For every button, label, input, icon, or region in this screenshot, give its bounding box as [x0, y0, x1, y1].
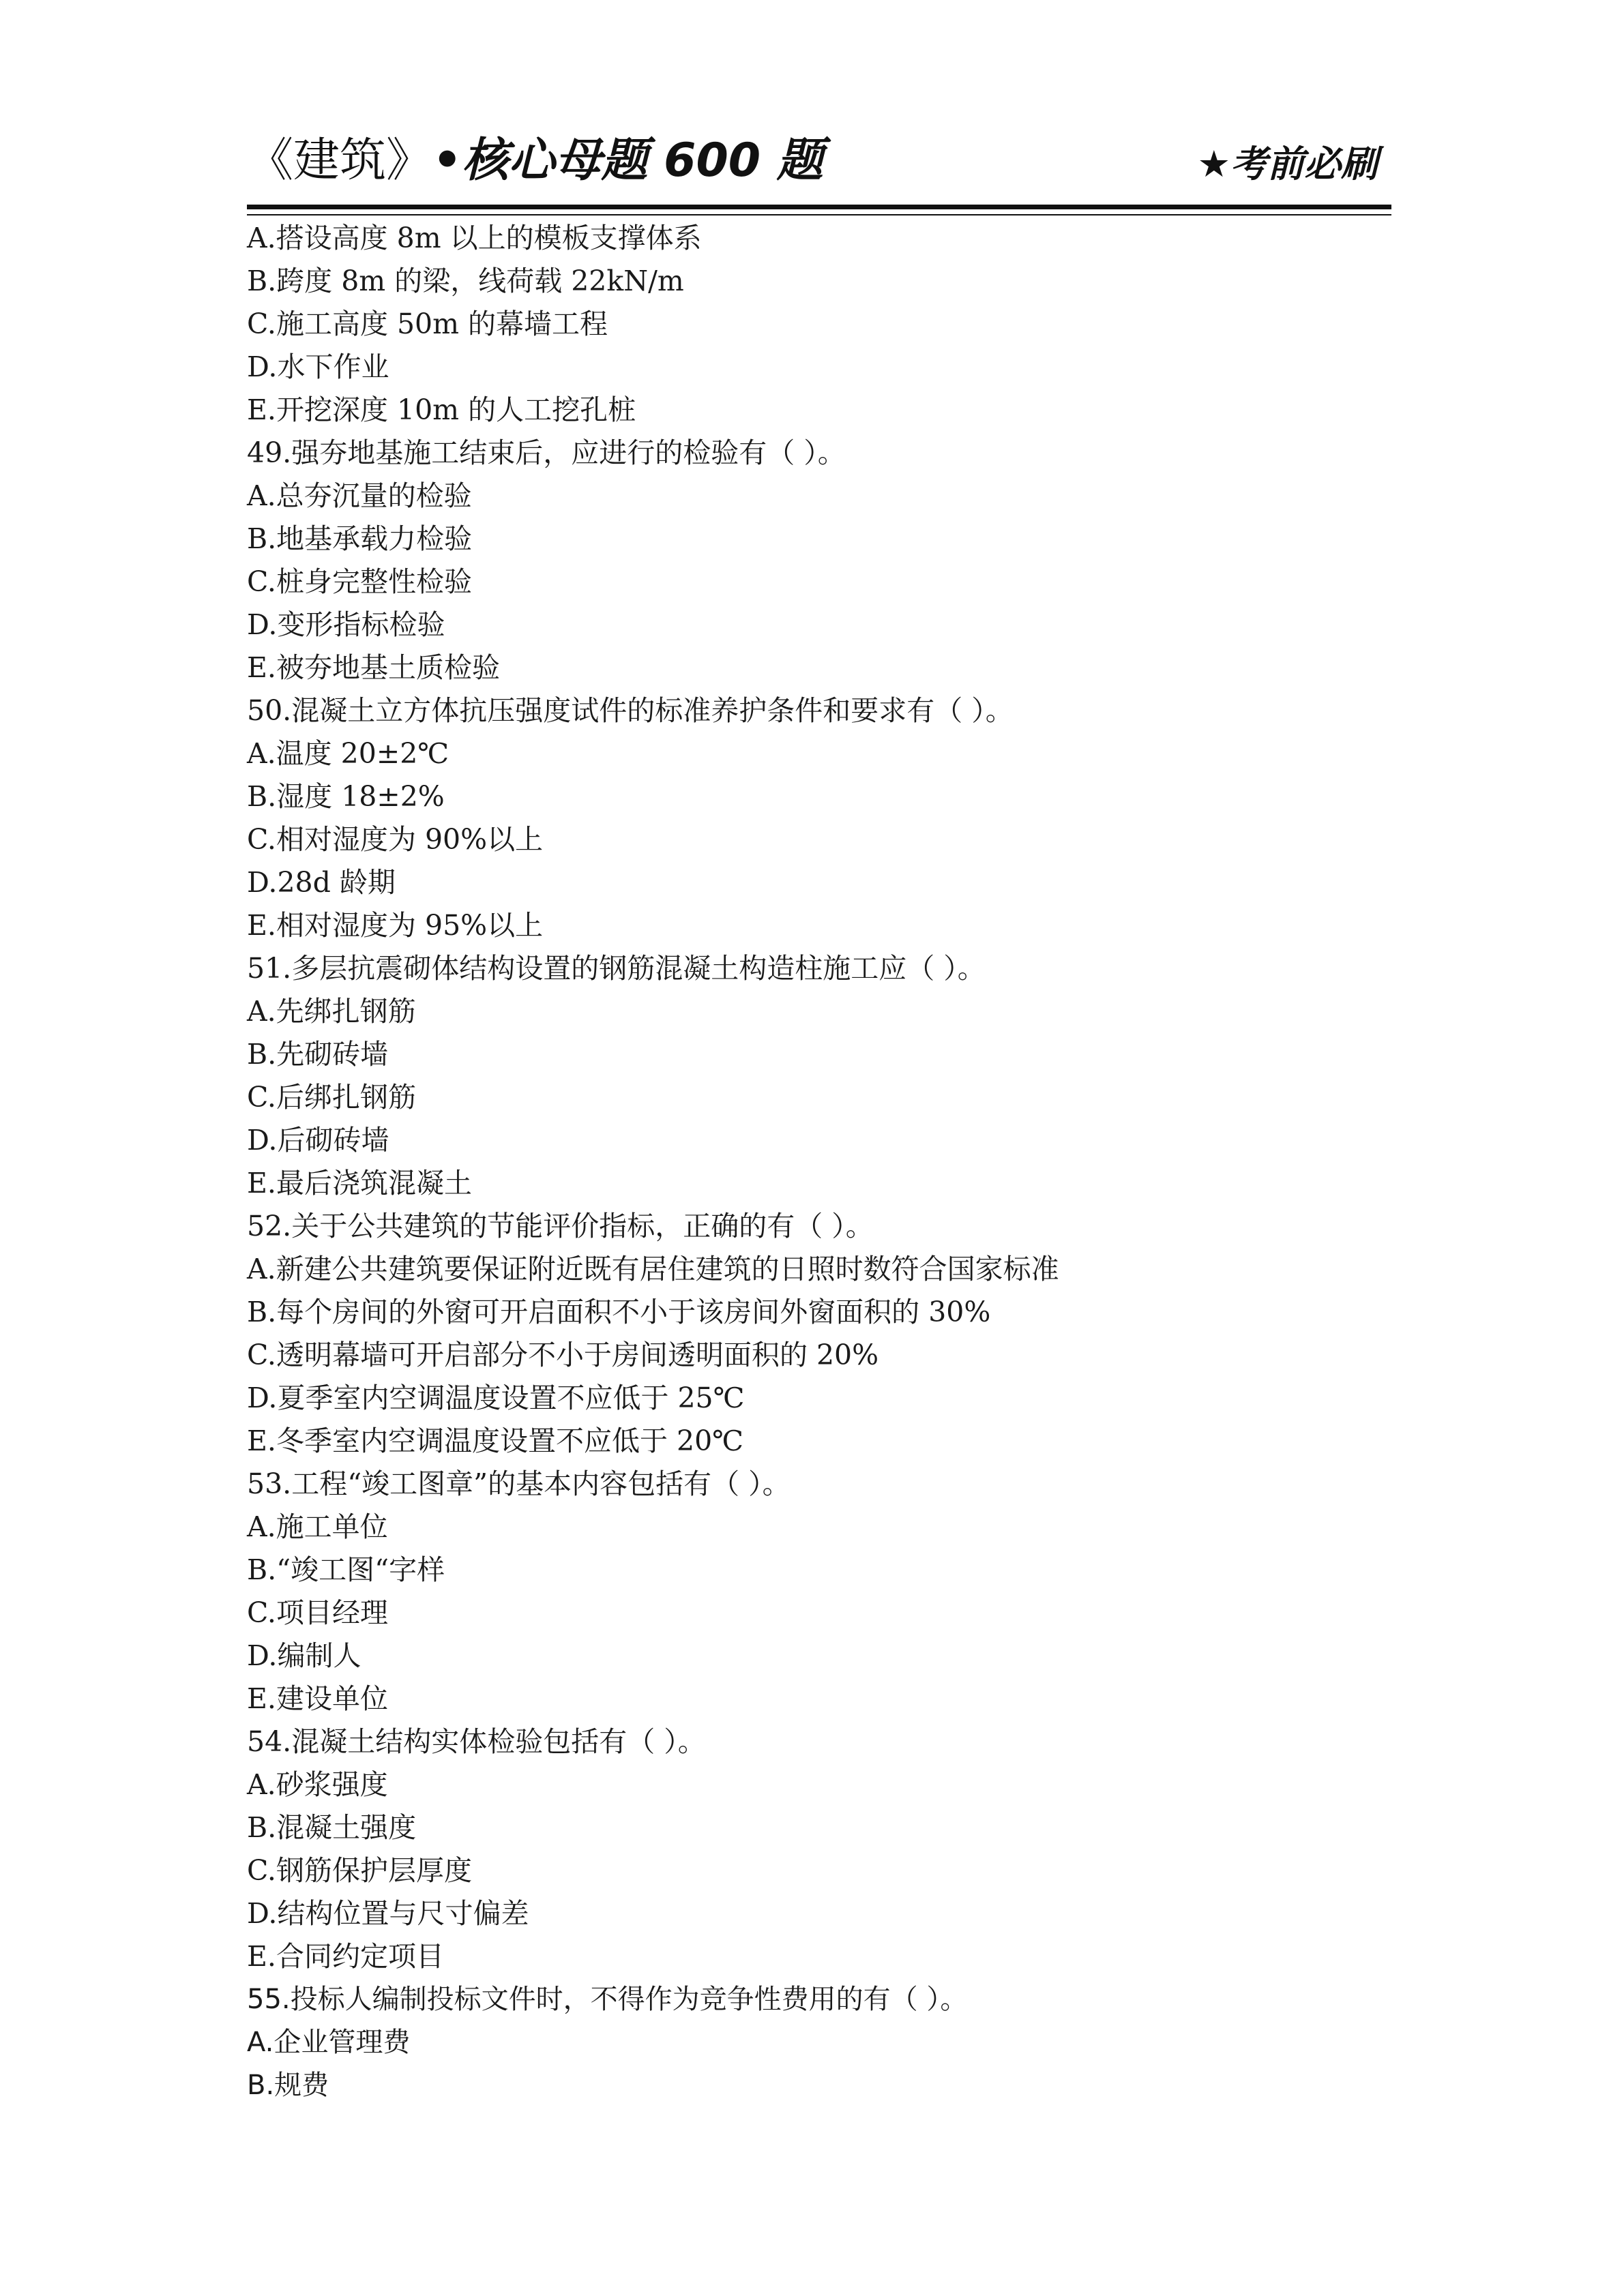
page-header: [247, 127, 1391, 203]
header-tag: ★考前必刷: [1197, 143, 1378, 185]
option-line: B.地基承载力检验: [247, 522, 473, 555]
option-line: A.温度 20±2℃: [247, 737, 449, 770]
option-line: E.建设单位: [247, 1682, 388, 1715]
option-line: B.湿度 18±2%: [247, 780, 445, 813]
question-49: 49.强夯地基施工结束后，应进行的检验有（ ）。: [247, 436, 846, 469]
header-title-dot: •: [432, 134, 462, 188]
option-line: C.项目经理: [247, 1596, 388, 1629]
option-line: D.结构位置与尺寸偏差: [247, 1897, 529, 1930]
option-line: A.砂浆强度: [247, 1768, 388, 1801]
option-line: D.后砌砖墙: [247, 1124, 389, 1157]
option-line: E.被夯地基土质检验: [247, 651, 500, 684]
question-50: 50.混凝土立方体抗压强度试件的标准养护条件和要求有（ ）。: [247, 694, 1014, 727]
question-content: [247, 217, 1391, 2107]
option-line: E.合同约定项目: [247, 1940, 444, 1973]
option-line: E.冬季室内空调温度设置不应低于 20℃: [247, 1425, 744, 1457]
option-line: C.后绑扎钢筋: [247, 1081, 416, 1114]
option-line: D.28d 龄期: [247, 866, 396, 899]
option-line: B.“竣工图“字样: [247, 1553, 445, 1586]
option-line: B.跨度 8m 的梁，线荷载 22kN/m: [247, 265, 684, 297]
option-line: E.相对湿度为 95%以上: [247, 909, 544, 942]
option-line: D.变形指标检验: [247, 608, 445, 641]
option-line: A.新建公共建筑要保证附近既有居住建筑的日照时数符合国家标准: [247, 1253, 1059, 1285]
question-55: 55.投标人编制投标文件时，不得作为竞争性费用的有（ ）。: [247, 1984, 968, 2015]
option-line: E.开挖深度 10m 的人工挖孔桩: [247, 393, 636, 426]
option-line: C.透明幕墙可开启部分不小于房间透明面积的 20%: [247, 1339, 879, 1371]
option-line: B.混凝土强度: [247, 1811, 417, 1844]
option-line: A.先绑扎钢筋: [247, 995, 416, 1028]
option-line: C.钢筋保护层厚度: [247, 1854, 472, 1887]
option-line: B.先砌砖墙: [247, 1038, 389, 1071]
option-line: B.每个房间的外窗可开启面积不小于该房间外窗面积的 30%: [247, 1296, 991, 1328]
header-rule-thick: [247, 205, 1391, 209]
option-line: A.施工单位: [247, 1510, 388, 1543]
header-title-book: 《建筑》: [247, 134, 433, 188]
option-line: B.规费: [247, 2070, 329, 2101]
question-52: 52.关于公共建筑的节能评价指标，正确的有（ ）。: [247, 1210, 874, 1242]
option-line: A.搭设高度 8m 以上的模板支撑体系: [247, 222, 702, 254]
option-line: D.夏季室内空调温度设置不应低于 25℃: [247, 1382, 745, 1414]
option-line: D.编制人: [247, 1639, 361, 1672]
option-line: E.最后浇筑混凝土: [247, 1167, 472, 1199]
option-line: A.总夯沉量的检验: [247, 479, 472, 512]
header-title: [247, 134, 823, 188]
question-54: 54.混凝土结构实体检验包括有（ ）。: [247, 1725, 706, 1758]
question-53: 53.工程“竣工图章”的基本内容包括有（ ）。: [247, 1467, 791, 1500]
option-line: D.水下作业: [247, 351, 389, 383]
header-title-main: 核心母题 600 题: [462, 134, 823, 188]
option-line: C.相对湿度为 90%以上: [247, 823, 544, 856]
option-line: C.桩身完整性检验: [247, 565, 472, 598]
option-line: A.企业管理费: [247, 2027, 411, 2058]
question-51: 51.多层抗震砌体结构设置的钢筋混凝土构造柱施工应（ ）。: [247, 952, 986, 985]
header-rule-thin: [247, 214, 1391, 215]
option-line: C.施工高度 50m 的幕墙工程: [247, 308, 608, 340]
